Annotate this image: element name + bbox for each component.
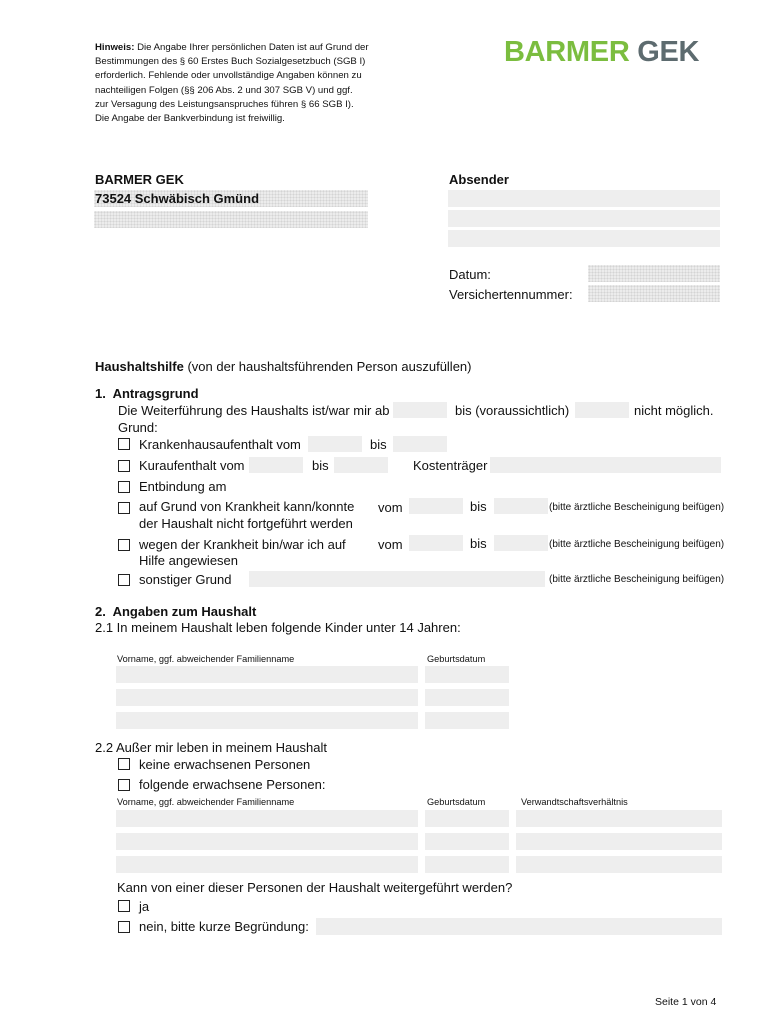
insurance-number-input[interactable] xyxy=(588,285,720,302)
child-3-birthdate-input[interactable] xyxy=(425,712,509,729)
notice-label: Hinweis: xyxy=(95,42,135,53)
following-adults-label: folgende erwachsene Personen: xyxy=(139,777,326,792)
cost-bearer-input[interactable] xyxy=(490,457,721,473)
attach-certificate-note: (bitte ärztliche Bescheinigung beifügen) xyxy=(549,502,725,513)
adult-1-name-input[interactable] xyxy=(116,810,418,827)
following-adults-checkbox[interactable] xyxy=(118,779,130,791)
illness-checkbox[interactable] xyxy=(118,502,130,514)
sender-line-2-input[interactable] xyxy=(448,210,720,227)
start-date-input[interactable] xyxy=(393,402,447,418)
cost-bearer-label: Kostenträger xyxy=(413,458,488,473)
until-expected-label: bis (voraussichtlich) xyxy=(455,403,570,418)
logo-text-gray: GEK xyxy=(637,36,700,68)
adult-2-name-input[interactable] xyxy=(116,833,418,850)
adult-1-relation-input[interactable] xyxy=(516,810,722,827)
not-possible-label: nicht möglich. xyxy=(634,403,714,418)
attach-certificate-note: (bitte ärztliche Bescheinigung beifügen) xyxy=(549,574,725,585)
illness-label-1: auf Grund von Krankheit kann/konnte xyxy=(139,499,355,514)
notice-line: nachteiligen Folgen (§§ 206 Abs. 2 und 307 SGB V) und ggf. xyxy=(95,84,353,96)
yes-label: ja xyxy=(139,899,150,914)
column-birthdate-header: Geburtsdatum xyxy=(427,654,486,664)
column-name-header: Vorname, ggf. abweichender Familienname xyxy=(117,654,295,664)
notice-line: erforderlich. Fehlende oder unvollständige Angaben können zu xyxy=(95,70,362,82)
form-title-bold: Haushaltshilfe xyxy=(95,359,184,374)
children-question: 2.1 In meinem Haushalt leben folgende Kinder unter 14 Jahren: xyxy=(95,620,461,635)
other-reason-label: sonstiger Grund xyxy=(139,572,232,587)
hospital-from-input[interactable] xyxy=(308,436,362,452)
hospital-to-input[interactable] xyxy=(393,436,447,452)
vom-label: vom xyxy=(378,537,403,552)
form-title-rest: (von der haushaltsführenden Person auszufüllen) xyxy=(183,359,472,374)
vom-label: vom xyxy=(378,500,403,515)
cure-from-input[interactable] xyxy=(249,457,303,473)
other-reason-checkbox[interactable] xyxy=(118,574,130,586)
adult-2-birthdate-input[interactable] xyxy=(425,833,509,850)
child-3-name-input[interactable] xyxy=(116,712,418,729)
help-to-input[interactable] xyxy=(494,535,548,551)
continuation-question: Kann von einer dieser Personen der Haushalt weitergeführt werden? xyxy=(117,880,513,895)
bis-label: bis xyxy=(370,437,387,452)
no-checkbox[interactable] xyxy=(118,921,130,933)
cure-checkbox[interactable] xyxy=(118,460,130,472)
date-label: Datum: xyxy=(449,267,491,282)
adult-2-relation-input[interactable] xyxy=(516,833,722,850)
cure-label: Kuraufenthalt vom xyxy=(139,458,245,473)
birth-checkbox[interactable] xyxy=(118,481,130,493)
hospital-checkbox[interactable] xyxy=(118,438,130,450)
no-adults-checkbox[interactable] xyxy=(118,758,130,770)
adults-question: 2.2 Außer mir leben in meinem Haushalt xyxy=(95,740,327,755)
notice-line: Die Angabe der Bankverbindung ist freiwillig. xyxy=(95,113,285,125)
no-reason-input[interactable] xyxy=(316,918,722,935)
section-2-heading: 2. Angaben zum Haushalt xyxy=(95,604,257,619)
help-from-input[interactable] xyxy=(409,535,463,551)
column-name-header: Vorname, ggf. abweichender Familienname xyxy=(117,797,295,807)
notice-line: Die Angabe Ihrer persönlichen Daten ist auf Grund der xyxy=(137,42,369,53)
help-checkbox[interactable] xyxy=(118,539,130,551)
child-1-name-input[interactable] xyxy=(116,666,418,683)
adult-1-birthdate-input[interactable] xyxy=(425,810,509,827)
column-birthdate-header: Geburtsdatum xyxy=(427,797,486,807)
birth-label: Entbindung am xyxy=(139,479,227,494)
cure-to-input[interactable] xyxy=(334,457,388,473)
recipient-city: 73524 Schwäbisch Gmünd xyxy=(95,191,260,206)
hospital-label: Krankenhausaufenthalt vom xyxy=(139,437,301,452)
illness-from-input[interactable] xyxy=(409,498,463,514)
date-input[interactable] xyxy=(588,265,720,282)
insurance-number-label: Versichertennummer: xyxy=(449,287,573,302)
child-2-birthdate-input[interactable] xyxy=(425,689,509,706)
reason-label: Grund: xyxy=(118,420,158,435)
bis-label: bis xyxy=(470,536,487,551)
column-relation-header: Verwandtschaftsverhältnis xyxy=(521,797,628,807)
other-reason-input[interactable] xyxy=(249,571,545,587)
form-title xyxy=(95,359,471,374)
end-date-input[interactable] xyxy=(575,402,629,418)
section-1-heading: 1. Antragsgrund xyxy=(95,386,199,401)
help-label-1: wegen der Krankheit bin/war ich auf xyxy=(139,537,346,552)
adult-3-relation-input[interactable] xyxy=(516,856,722,873)
barmer-gek-logo xyxy=(504,36,699,69)
attach-certificate-note: (bitte ärztliche Bescheinigung beifügen) xyxy=(549,539,725,550)
no-label: nein, bitte kurze Begründung: xyxy=(139,919,309,934)
recipient-name: BARMER GEK xyxy=(95,172,184,187)
bis-label: bis xyxy=(312,458,329,473)
privacy-notice xyxy=(95,41,425,126)
adult-3-birthdate-input[interactable] xyxy=(425,856,509,873)
yes-checkbox[interactable] xyxy=(118,900,130,912)
logo-text-green: BARMER xyxy=(504,36,630,68)
sender-label: Absender xyxy=(449,172,509,187)
illness-to-input[interactable] xyxy=(494,498,548,514)
illness-label-2: der Haushalt nicht fortgeführt werden xyxy=(139,516,353,531)
no-adults-label: keine erwachsenen Personen xyxy=(139,757,311,772)
help-label-2: Hilfe angewiesen xyxy=(139,553,239,568)
bis-label: bis xyxy=(470,499,487,514)
notice-line: Bestimmungen des § 60 Erstes Buch Sozialgesetzbuch (SGB I) xyxy=(95,56,366,68)
child-1-birthdate-input[interactable] xyxy=(425,666,509,683)
page-number: Seite 1 von 4 xyxy=(655,996,717,1008)
continuation-text: Die Weiterführung des Haushalts ist/war mir ab xyxy=(118,403,390,418)
sender-line-3-input[interactable] xyxy=(448,230,720,247)
sender-line-1-input[interactable] xyxy=(448,190,720,207)
adult-3-name-input[interactable] xyxy=(116,856,418,873)
recipient-extra-field xyxy=(94,211,368,228)
child-2-name-input[interactable] xyxy=(116,689,418,706)
notice-line: zur Versagung des Leistungsanspruches führen § 66 SGB I). xyxy=(95,98,354,110)
